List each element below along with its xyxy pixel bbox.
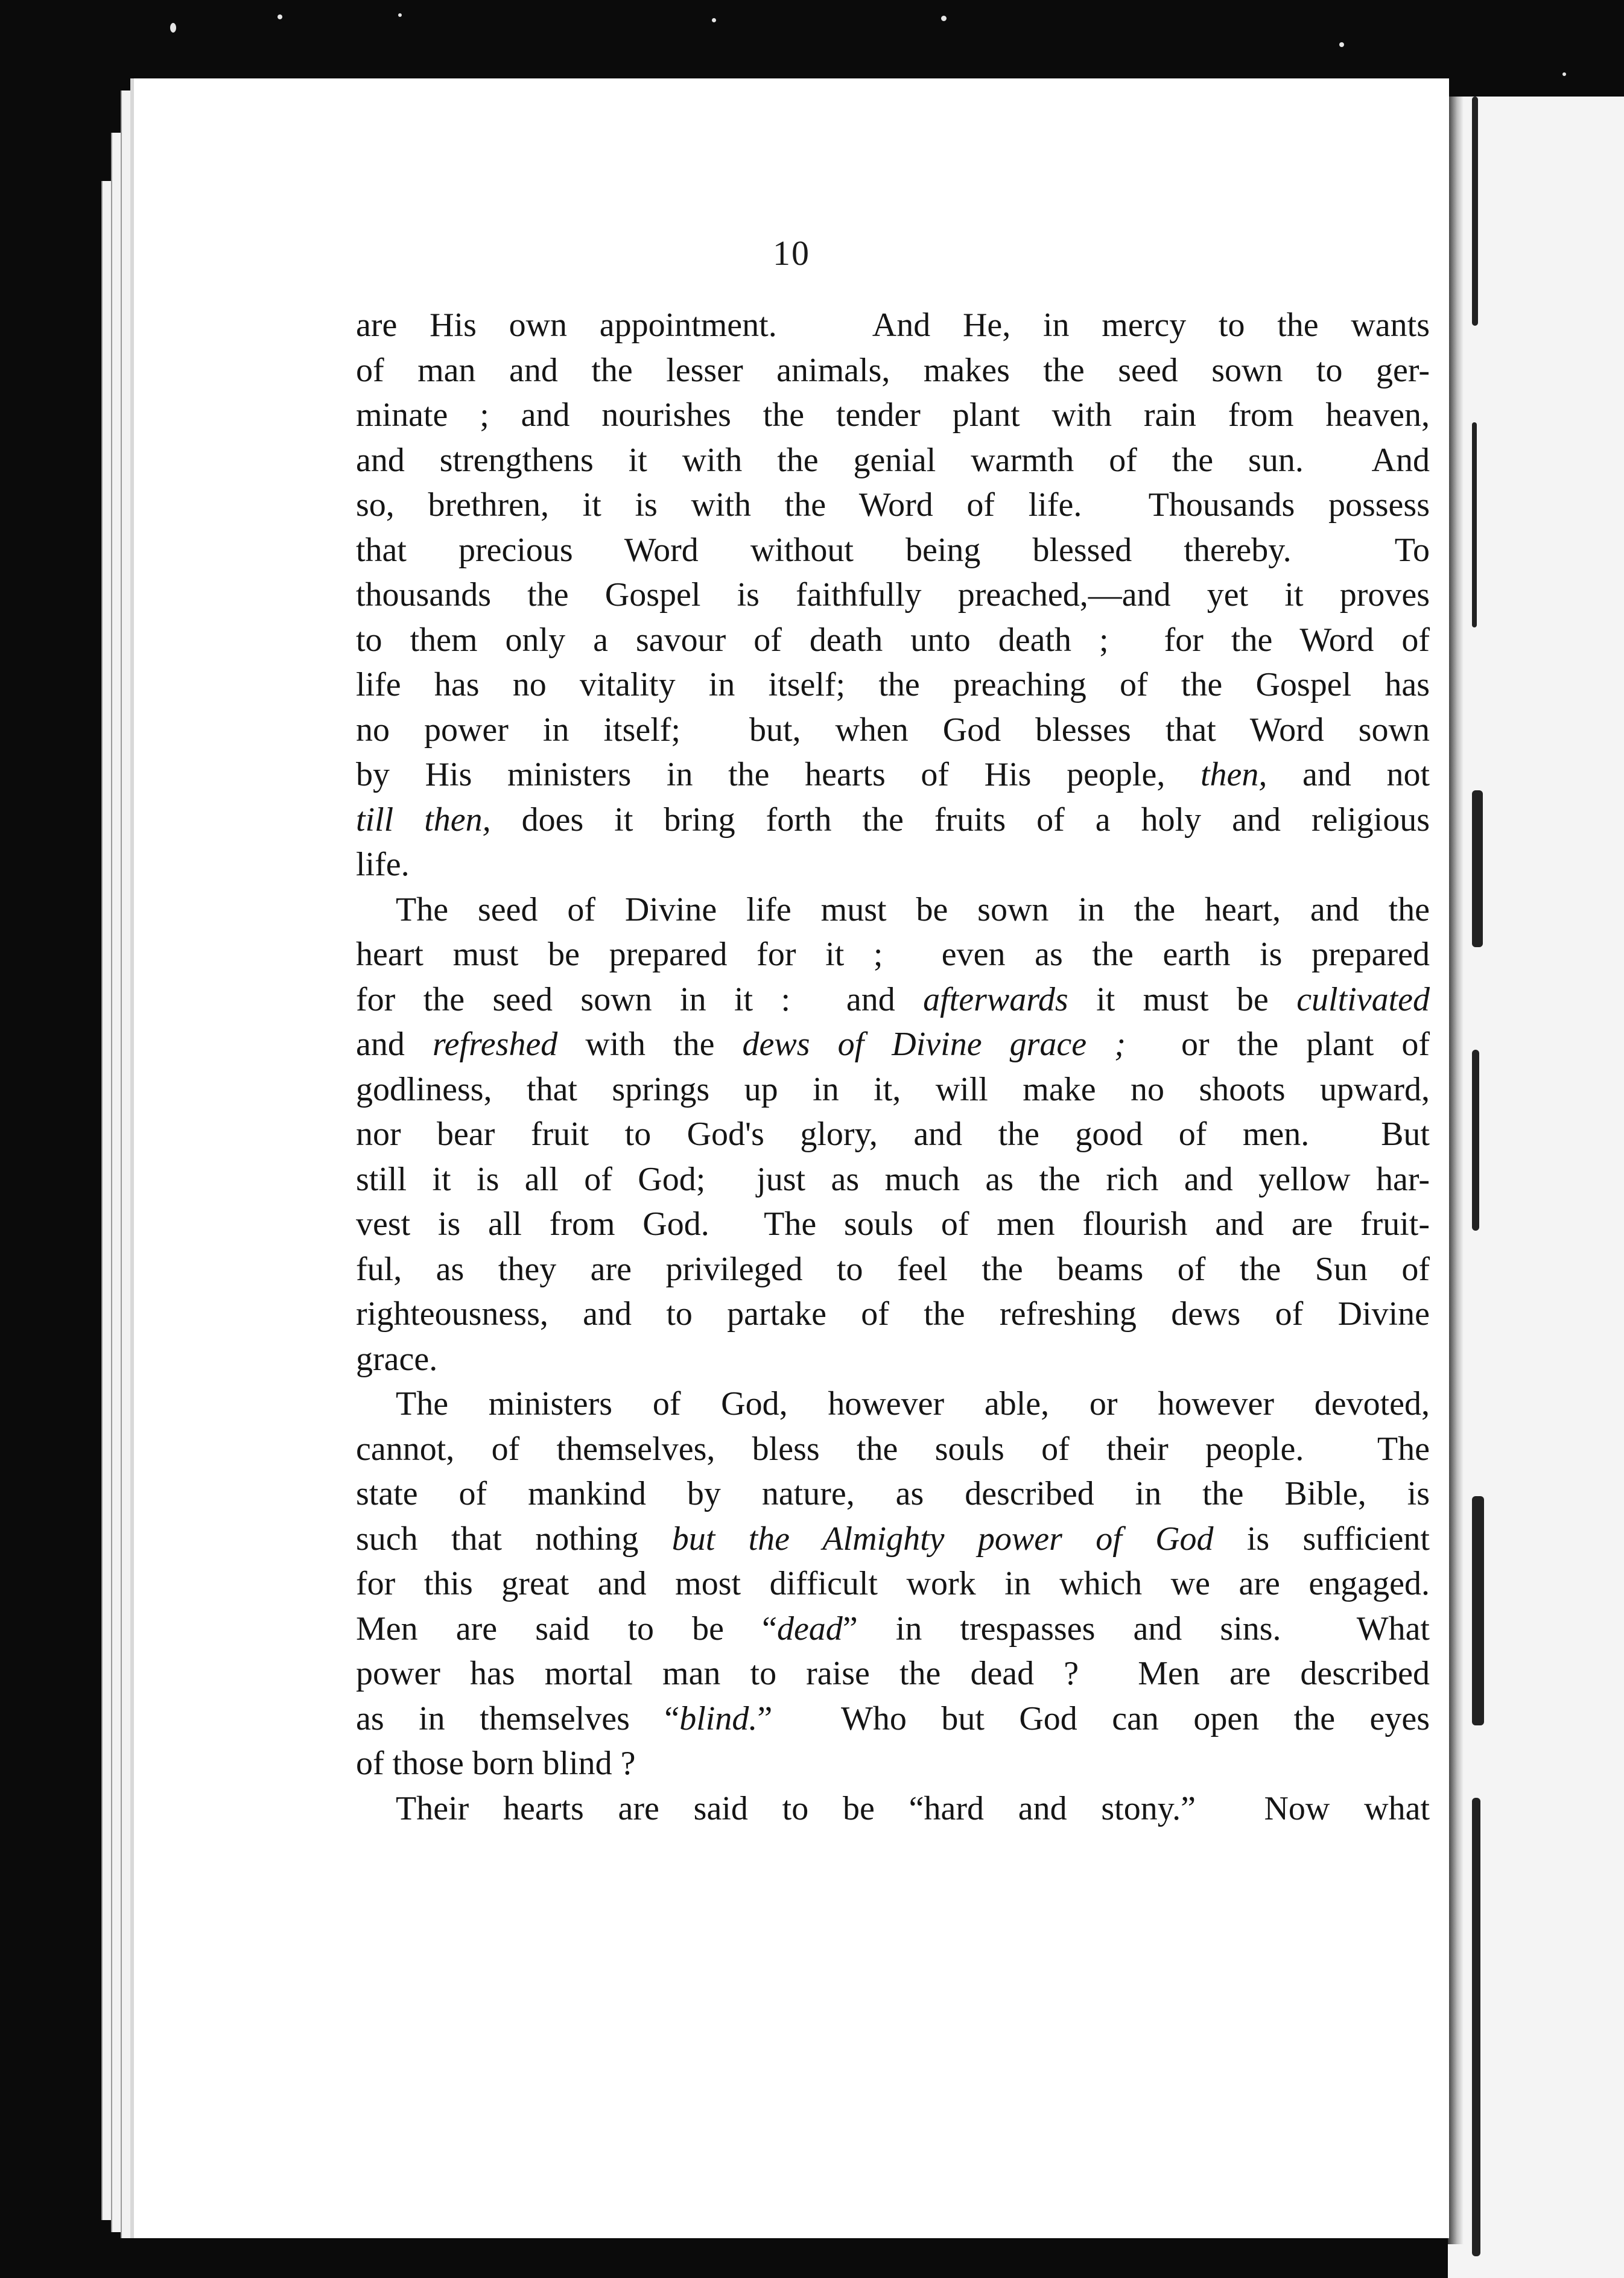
show-through-mark xyxy=(1472,422,1477,627)
text-run: to them only a savour of death unto death ; for the Word of xyxy=(356,621,1430,659)
text-line xyxy=(356,977,1430,1023)
scan-speck xyxy=(712,18,716,22)
text-run: for this great and most difficult work in which we are engaged. xyxy=(356,1565,1430,1602)
text-run: The ministers of God, however able, or however devoted, xyxy=(396,1385,1430,1423)
text-line xyxy=(356,1292,1430,1337)
text-run: thousands the Gospel is faithfully preached,—and yet it proves xyxy=(356,576,1430,614)
text-run: still it is all of God; just as much as the rich and yellow har- xyxy=(356,1160,1430,1198)
text-line xyxy=(356,1741,1430,1786)
text-line xyxy=(356,1651,1430,1696)
italic-text: but the Almighty power of God xyxy=(671,1520,1214,1558)
text-run: godliness, that springs up in it, will make no shoots upward, xyxy=(356,1070,1430,1108)
text-run: so, brethren, it is with the Word of life. Thousands possess xyxy=(356,486,1430,524)
scan-speck xyxy=(278,14,282,19)
italic-text: refreshed xyxy=(432,1026,558,1063)
text-run: The seed of Divine life must be sown in the heart, and the xyxy=(396,890,1430,928)
show-through-mark xyxy=(1472,1798,1480,2256)
text-line xyxy=(356,1112,1430,1157)
text-run: by His ministers in the hearts of His people, xyxy=(356,756,1201,793)
text-line xyxy=(356,662,1430,708)
text-line xyxy=(356,932,1430,977)
text-line xyxy=(356,348,1430,393)
italic-text: blind. xyxy=(679,1699,758,1737)
text-line xyxy=(356,1067,1430,1112)
text-line xyxy=(356,1471,1430,1517)
italic-text: afterwards xyxy=(923,980,1068,1018)
text-run: it must be xyxy=(1068,980,1297,1018)
italic-text: dews of Divine grace ; xyxy=(742,1026,1126,1063)
text-run: of man and the lesser animals, makes the seed sown to ger- xyxy=(356,351,1430,389)
text-line xyxy=(356,1607,1430,1652)
text-line xyxy=(356,798,1430,843)
text-line xyxy=(356,1517,1430,1562)
text-run: and strengthens it with the genial warmth of the sun. And xyxy=(356,441,1430,479)
text-line xyxy=(356,752,1430,798)
text-run: that precious Word without being blessed thereby. To xyxy=(356,531,1430,569)
scan-speck xyxy=(170,23,176,33)
text-line xyxy=(356,1696,1430,1742)
scan-speck xyxy=(1562,72,1566,76)
text-run: Their hearts are said to be “hard and stony.” Now what xyxy=(396,1789,1430,1827)
text-line xyxy=(356,1427,1430,1472)
text-line xyxy=(356,528,1430,573)
text-run: of those born blind ? xyxy=(356,1745,636,1782)
text-run: are His own appointment. And He, in mercy to the wants xyxy=(356,306,1430,344)
text-run: cannot, of themselves, bless the souls of their people. The xyxy=(356,1430,1430,1468)
text-run: is sufficient xyxy=(1213,1520,1430,1558)
text-line xyxy=(356,1202,1430,1247)
text-line xyxy=(356,573,1430,618)
text-run: for the seed sown in it : and xyxy=(356,980,924,1018)
text-run: no power in itself; but, when God blesses that Word sown xyxy=(356,711,1430,749)
text-run: and not xyxy=(1267,756,1430,793)
text-line xyxy=(356,438,1430,483)
gutter-shadow xyxy=(1448,97,1464,2244)
text-run: life has no vitality in itself; the preaching of the Gospel has xyxy=(356,666,1430,703)
text-line xyxy=(356,842,1430,887)
text-line xyxy=(356,708,1430,753)
text-run: ” in trespasses and sins. What xyxy=(842,1610,1430,1648)
text-line xyxy=(356,1247,1430,1292)
italic-text: till then, xyxy=(356,801,491,839)
italic-text: dead xyxy=(776,1610,843,1648)
paragraph xyxy=(356,303,1430,887)
italic-text: then, xyxy=(1200,756,1267,793)
scan-speck xyxy=(941,16,947,21)
body-text xyxy=(356,303,1430,1831)
text-line xyxy=(356,303,1430,348)
text-run: state of mankind by nature, as described in the Bible, is xyxy=(356,1475,1430,1512)
text-line xyxy=(356,1022,1430,1067)
text-run: vest is all from God. The souls of men flourish and are fruit- xyxy=(356,1205,1430,1243)
text-line xyxy=(356,618,1430,663)
show-through-mark xyxy=(1472,1050,1479,1231)
italic-text: cultivated xyxy=(1296,980,1430,1018)
text-line xyxy=(356,1382,1430,1427)
text-run: heart must be prepared for it ; even as the earth is prepared xyxy=(356,936,1430,973)
text-line xyxy=(356,1337,1430,1382)
text-run: power has mortal man to raise the dead ? Men are described xyxy=(356,1655,1430,1692)
text-line xyxy=(356,393,1430,438)
paragraph xyxy=(356,887,1430,1382)
text-run: righteousness, and to partake of the refreshing dews of Divine xyxy=(356,1295,1430,1333)
text-run: minate ; and nourishes the tender plant with rain from heaven, xyxy=(356,396,1430,434)
text-run: or the plant of xyxy=(1125,1026,1430,1063)
text-line xyxy=(356,483,1430,528)
paragraph xyxy=(356,1786,1430,1832)
text-run: such that nothing xyxy=(356,1520,672,1558)
text-line xyxy=(356,1786,1430,1832)
text-run: nor bear fruit to God's glory, and the good of men. But xyxy=(356,1115,1430,1153)
text-run: Men are said to be “ xyxy=(356,1610,777,1648)
text-run: does it bring forth the fruits of a holy and religious xyxy=(490,801,1430,839)
book-page xyxy=(134,78,1449,2238)
page-number: 10 xyxy=(773,233,810,273)
text-run: as in themselves “ xyxy=(356,1699,680,1737)
show-through-mark xyxy=(1472,790,1483,947)
show-through-mark xyxy=(1472,97,1478,326)
scan-speck xyxy=(1339,42,1344,47)
text-line xyxy=(356,1561,1430,1607)
text-run: ” Who but God can open the eyes xyxy=(757,1699,1430,1737)
text-run: ful, as they are privileged to feel the beams of the Sun of xyxy=(356,1250,1430,1288)
text-run: with the xyxy=(557,1026,743,1063)
scan-speck xyxy=(398,13,402,17)
text-run: grace. xyxy=(356,1340,438,1378)
show-through-mark xyxy=(1472,1496,1484,1725)
paragraph xyxy=(356,1382,1430,1786)
text-run: life. xyxy=(356,846,410,883)
text-line xyxy=(356,887,1430,933)
text-line xyxy=(356,1157,1430,1202)
text-run: and xyxy=(356,1026,433,1063)
